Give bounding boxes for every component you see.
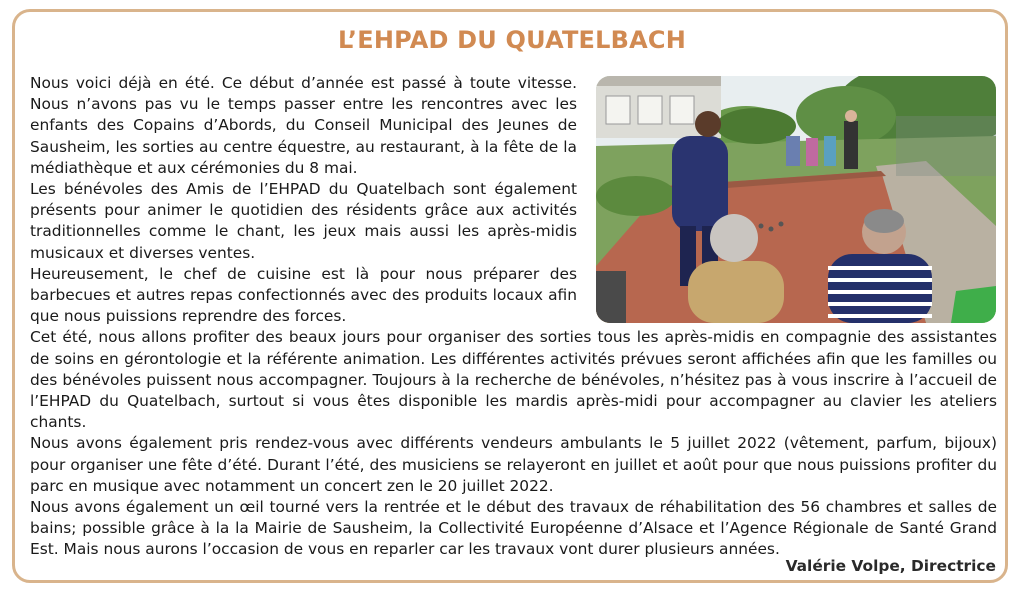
paragraph-4: Cet été, nous allons profiter des beaux jours pour organiser des sorties tous les après-midis en compagnie des assistantes de soins en gérontologie et la référente animation. Les différentes activités prévues seront affichées afin que les familles ou des bénévoles puissent nous accompagner. Toujours à la recherche de bénévoles, n’hésitez pas à vous inscrire à l’accueil de l’EHPAD du Quatelbach, surtout si vous êtes disponible les mardis après-midi pour accompagner au clavier les ateliers chants. bbox=[30, 328, 997, 432]
article-body bbox=[30, 73, 997, 561]
signature: Valérie Volpe, Directrice bbox=[785, 557, 996, 575]
paragraph-6: Nous avons également un œil tourné vers la rentrée et le début des travaux de réhabilitation des 56 chambres et salles de bains; possible grâce à la la Mairie de Sausheim, la Collectivité Européenne d’Alsace et l’Agence Régionale de Santé Grand Est. Mais nous aurons l’occasion de vous en reparler car les travaux vont durer plusieurs années. bbox=[30, 498, 997, 559]
paragraph-2: Les bénévoles des Amis de l’EHPAD du Quatelbach sont également présents pour animer le quotidien des résidents grâce aux activités traditionnelles comme le chant, les jeux mais aussi les après-midis musicaux et diverses ventes. bbox=[30, 180, 577, 262]
photo-spacer bbox=[597, 73, 997, 325]
article-title: L’EHPAD DU QUATELBACH bbox=[337, 26, 687, 54]
paragraph-3: Heureusement, le chef de cuisine est là pour nous préparer des barbecues et autres repas confectionnés avec des produits locaux afin que nous puissions reprendre des forces. bbox=[30, 264, 577, 326]
paragraph-1: Nous voici déjà en été. Ce début d’année est passé à toute vitesse. Nous n’avons pas vu le temps passer entre les rencontres avec les enfants des Copains d’Abords, du Conseil Municipal des Jeunes de Sausheim, les sorties au centre équestre, au restaurant, à la fête de la médiathèque et aux cérémonies du 8 mai. bbox=[30, 74, 577, 177]
paragraph-5: Nous avons également pris rendez-vous avec différents vendeurs ambulants le 5 juillet 2022 (vêtement, parfum, bijoux) pour organiser une fête d’été. Durant l’été, des musiciens se relayeront en juillet et août pour que nous puissions profiter du parc en musique avec notamment un concert zen le 20 juillet 2022. bbox=[30, 434, 997, 495]
